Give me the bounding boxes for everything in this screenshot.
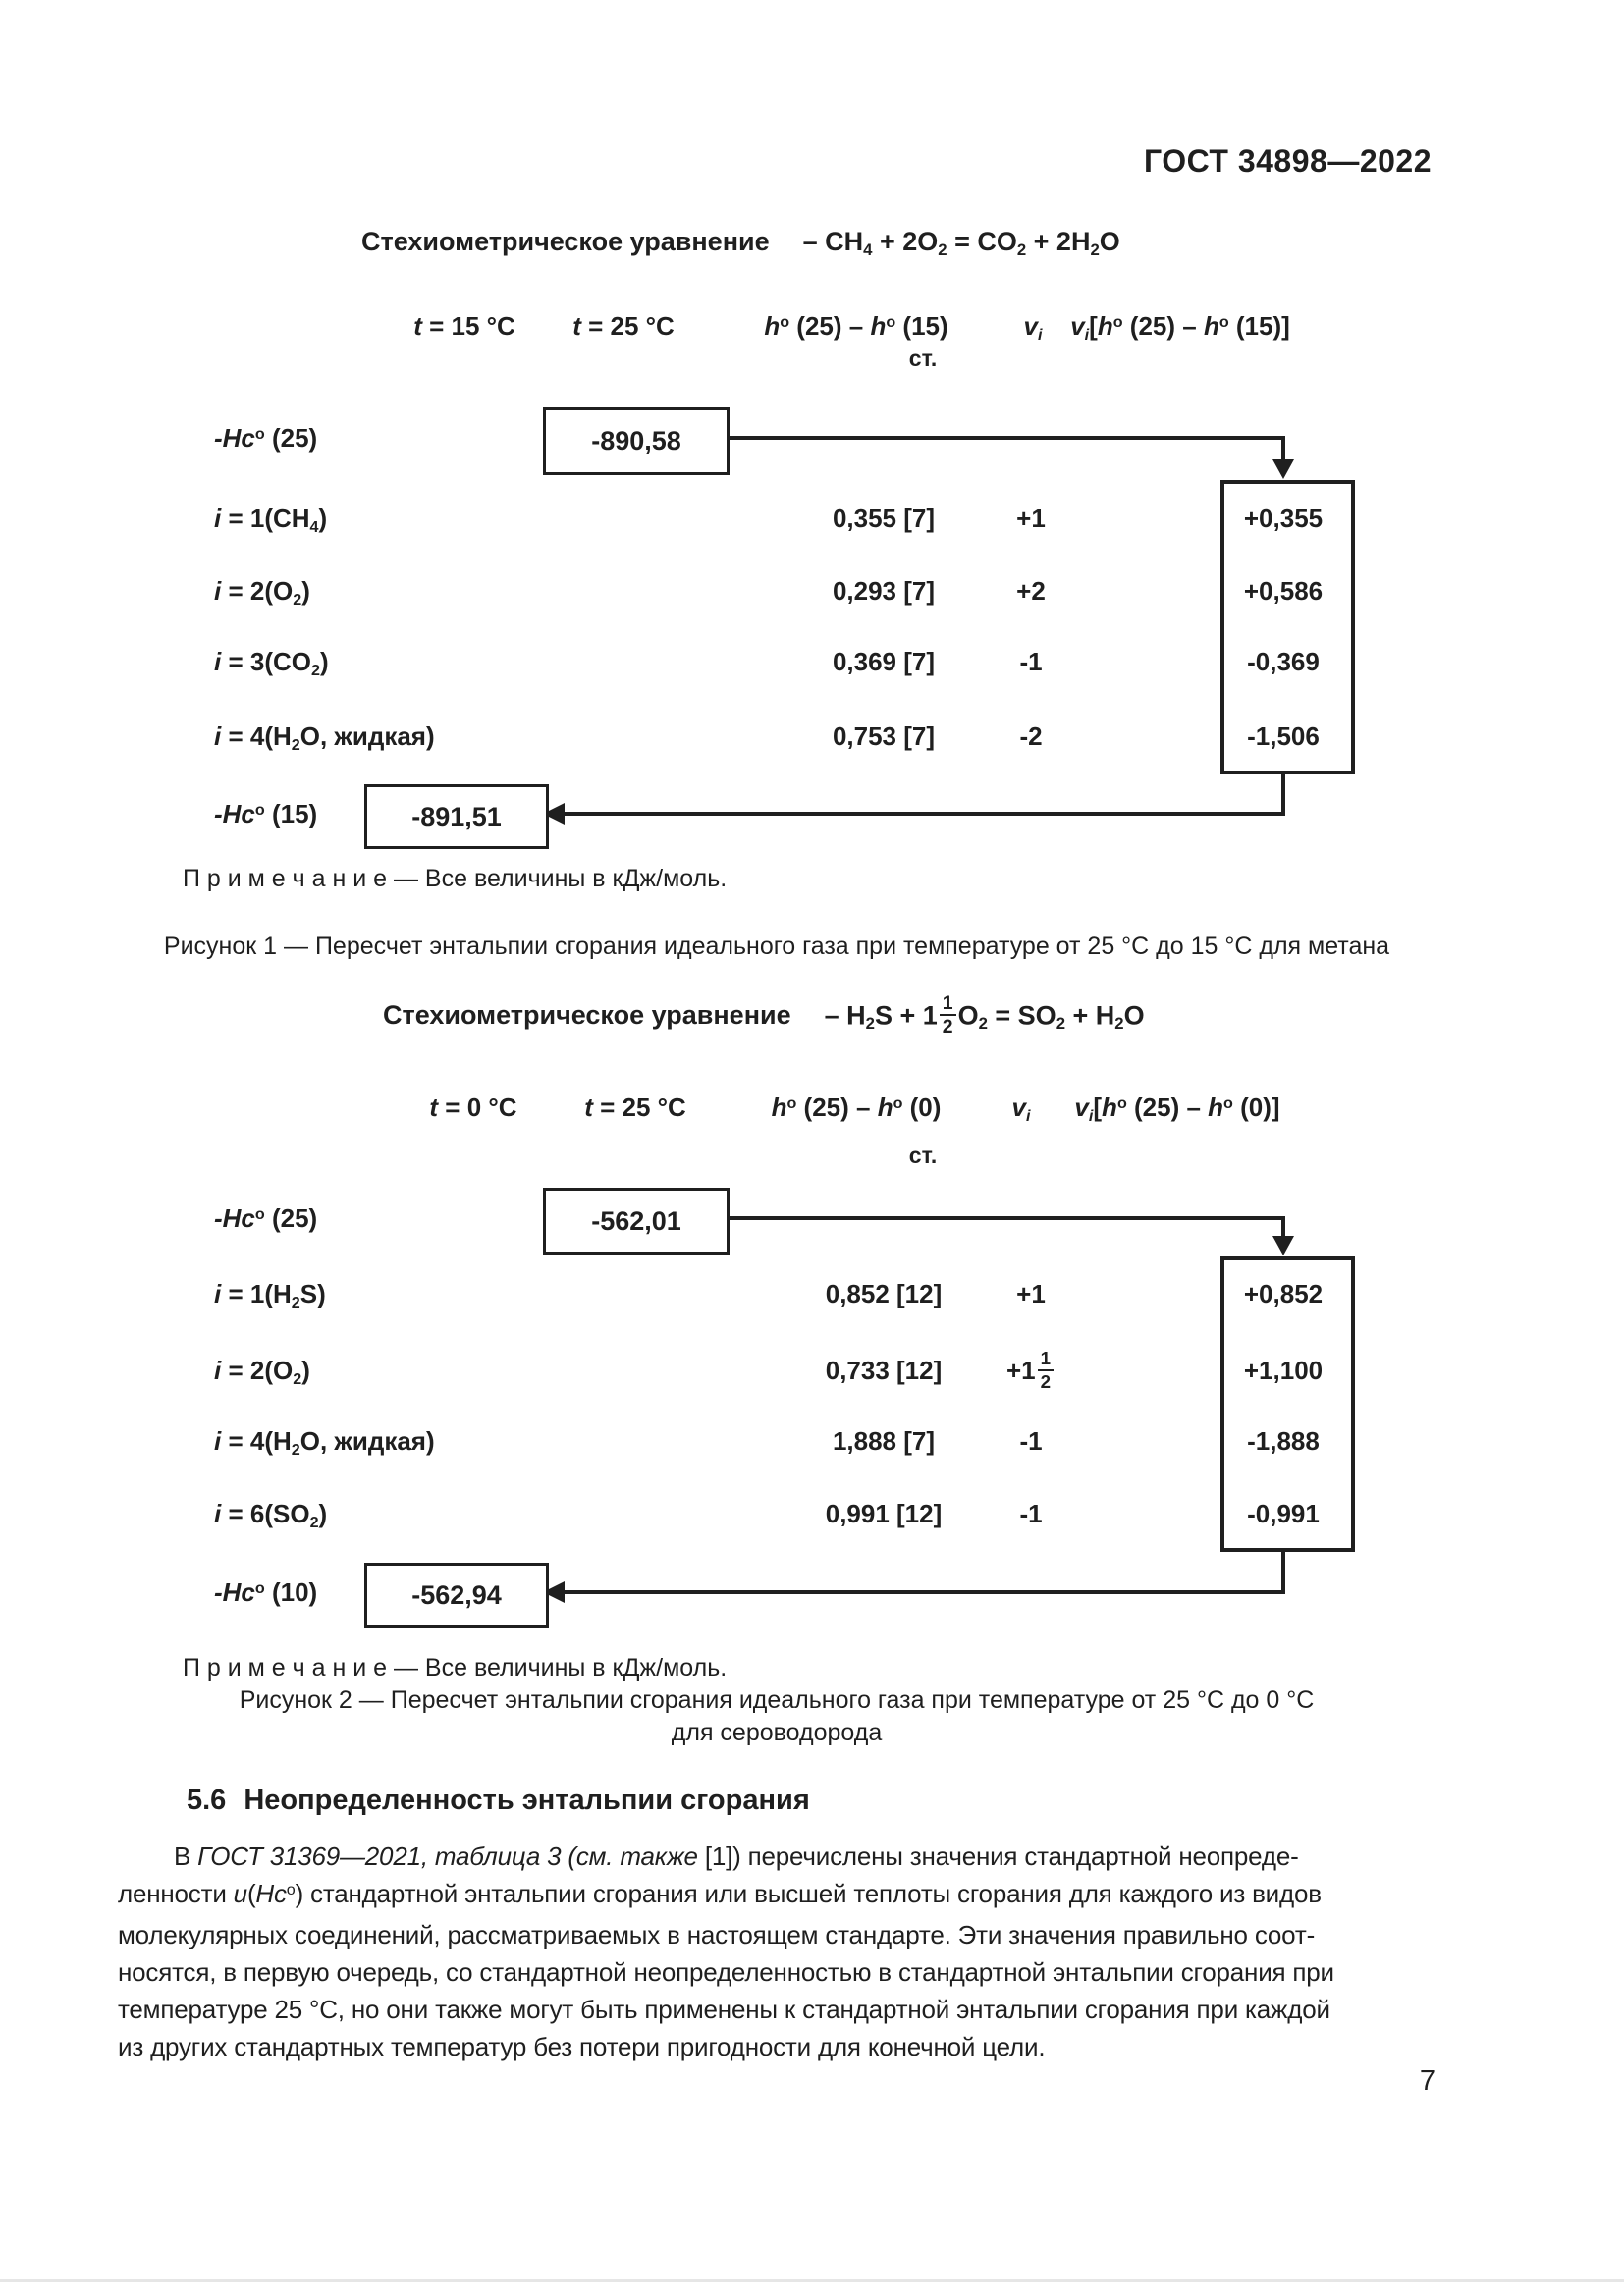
enthalpy-diff-value: 1,888 [7] (832, 1426, 936, 1456)
body-paragraph: В ГОСТ 31369—2021, таблица 3 (см. также [1]) перечислены значения стандартной неопреде- ленности u(Hc$^o$) стандартной энтальпии сгорания или высшей теплоты сгорания для каждого из видов молекулярных соединений, рассматриваемых в настоящем стандарте. Эти значения правильно соот- носятся, в первую очередь, со стандартной неопределенностью в стандартной энтальпии сгорания при температуре 25 °C, но они также могут быть применены к стандартной энтальпии сгорания при каждой из других стандартных температур без потери пригодности для конечной цели. (118, 1842, 1334, 2061)
section-heading (187, 1785, 810, 1817)
nu-value: -1 (1019, 1425, 1043, 1456)
product-value: +1,100 (1243, 1356, 1324, 1385)
column-header-nu: vi (1011, 1093, 1031, 1125)
row-label: i = 4(H2O, жидкая) (214, 1426, 435, 1459)
product-value: +0,355 (1243, 504, 1324, 533)
nu-value: -2 (1019, 721, 1043, 751)
section-title: Неопределенность энтальпии сгорания (244, 1785, 810, 1816)
row-label: i = 1(CH4) (214, 504, 328, 536)
row-label: i = 1(H2S) (214, 1279, 326, 1311)
hc25-value: -562,01 (591, 1205, 681, 1236)
value-box-hc25 (543, 1188, 730, 1255)
nu-value: -1 (1019, 1498, 1043, 1528)
enthalpy-diff-value: 0,991 [12] (825, 1499, 943, 1528)
nu-value: +1 $\frac{1}{2}$ (972, 1339, 1090, 1402)
column-header-t25: t = 25 °C (584, 1093, 686, 1122)
figure1-note: П р и м е ч а н и е — Все величины в кДж/моль. (183, 865, 728, 892)
page-number: 7 (1419, 2065, 1435, 2097)
column-header-standard-subscript: ст. (908, 1143, 938, 1168)
equation-label: Стехиометрическое уравнение (361, 226, 770, 256)
enthalpy-diff-value: 0,733 [12] (825, 1356, 943, 1385)
enthalpy-diff-value: 0,852 [12] (825, 1279, 943, 1308)
arrow-down-icon (1272, 1236, 1294, 1255)
connector-line (722, 1216, 1285, 1220)
connector-line (1281, 1218, 1285, 1238)
row-label: i = 3(CO2) (214, 647, 329, 679)
row-label-hc10: -Hc$^o$ (10) (214, 1577, 318, 1607)
page-edge-line (0, 2279, 1624, 2282)
figure2-caption-line2: для сероводорода (671, 1719, 883, 1746)
row-label: i = 4(H2O, жидкая) (214, 721, 435, 754)
row-label: i = 6(SO2) (214, 1499, 328, 1531)
section-number: 5.6 (187, 1785, 227, 1816)
row-label: i = 2(O2) (214, 1356, 310, 1388)
figure2-caption-line1: Рисунок 2 — Пересчет энтальпии сгорания идеального газа при температуре от 25 °C до 0 °C (239, 1686, 1315, 1714)
figure2-caption (118, 1684, 1435, 1749)
column-header-t15: t = 15 °C (413, 311, 515, 341)
value-box-hc10 (364, 1563, 549, 1628)
figure1-caption: Рисунок 1 — Пересчет энтальпии сгорания идеального газа при температуре от 25 °C до 15 °C для метана (163, 933, 1390, 960)
product-value: -0,991 (1247, 1499, 1320, 1528)
page-header: ГОСТ 34898—2022 (1143, 143, 1432, 179)
nu-value: +1 (1016, 503, 1046, 533)
column-header-t0: t = 0 °C (429, 1093, 517, 1122)
equation-label: Стехиометрическое уравнение (383, 999, 791, 1030)
column-header-nu: vi (1023, 311, 1043, 344)
hc10-value: -562,94 (411, 1579, 502, 1610)
product-value: -0,369 (1247, 647, 1320, 676)
column-header-nu-product: $vi[h^o$ $(25) - h^o$ (15)] (1070, 311, 1290, 344)
column-header-t25: t = 25 °C (572, 311, 675, 341)
enthalpy-diff-value: 0,369 [7] (832, 647, 936, 676)
row-label-hc25: -Hc$^o$ (25) (214, 423, 318, 453)
column-header-enthalpy-diff: $h^o$ $(25) - h^o$ (15) (764, 311, 948, 341)
column-header-enthalpy-diff: $h^o$ $(25) - h^o$ (0) (771, 1093, 942, 1122)
hc15-value: -891,51 (411, 801, 502, 831)
nu-value: +2 (1016, 575, 1046, 606)
column-header-nu-product: $vi[h^o$ $(25) - h^o$ (0)] (1074, 1093, 1280, 1125)
product-value: -1,506 (1247, 721, 1320, 751)
row-label: i = 2(O2) (214, 576, 310, 609)
nu-value: +1 (1016, 1278, 1046, 1308)
product-value: +0,586 (1243, 576, 1324, 606)
figure2-note: П р и м е ч а н и е — Все величины в кДж/моль. (183, 1654, 728, 1682)
product-value: -1,888 (1247, 1426, 1320, 1456)
nu-value: -1 (1019, 646, 1043, 676)
connector-line (561, 1590, 1285, 1594)
equation-formula: – H2S + 1 $\frac{1}{2}$ O2 = SO2 + H2O (824, 991, 1145, 1038)
figure2-equation (383, 987, 1145, 1043)
column-header-standard-subscript: ст. (908, 346, 938, 371)
product-value: +0,852 (1243, 1279, 1324, 1308)
hc25-value: -890,58 (591, 426, 681, 455)
row-label-hc15: -Hc$^o$ (15) (214, 799, 318, 828)
enthalpy-diff-value: 0,753 [7] (832, 721, 936, 751)
enthalpy-diff-value: 0,355 [7] (832, 504, 936, 533)
row-label-hc25: -Hc$^o$ (25) (214, 1203, 318, 1233)
equation-formula: – CH4 + 2O2 = CO2 + 2H2O (802, 226, 1120, 259)
enthalpy-diff-value: 0,293 [7] (832, 576, 936, 606)
